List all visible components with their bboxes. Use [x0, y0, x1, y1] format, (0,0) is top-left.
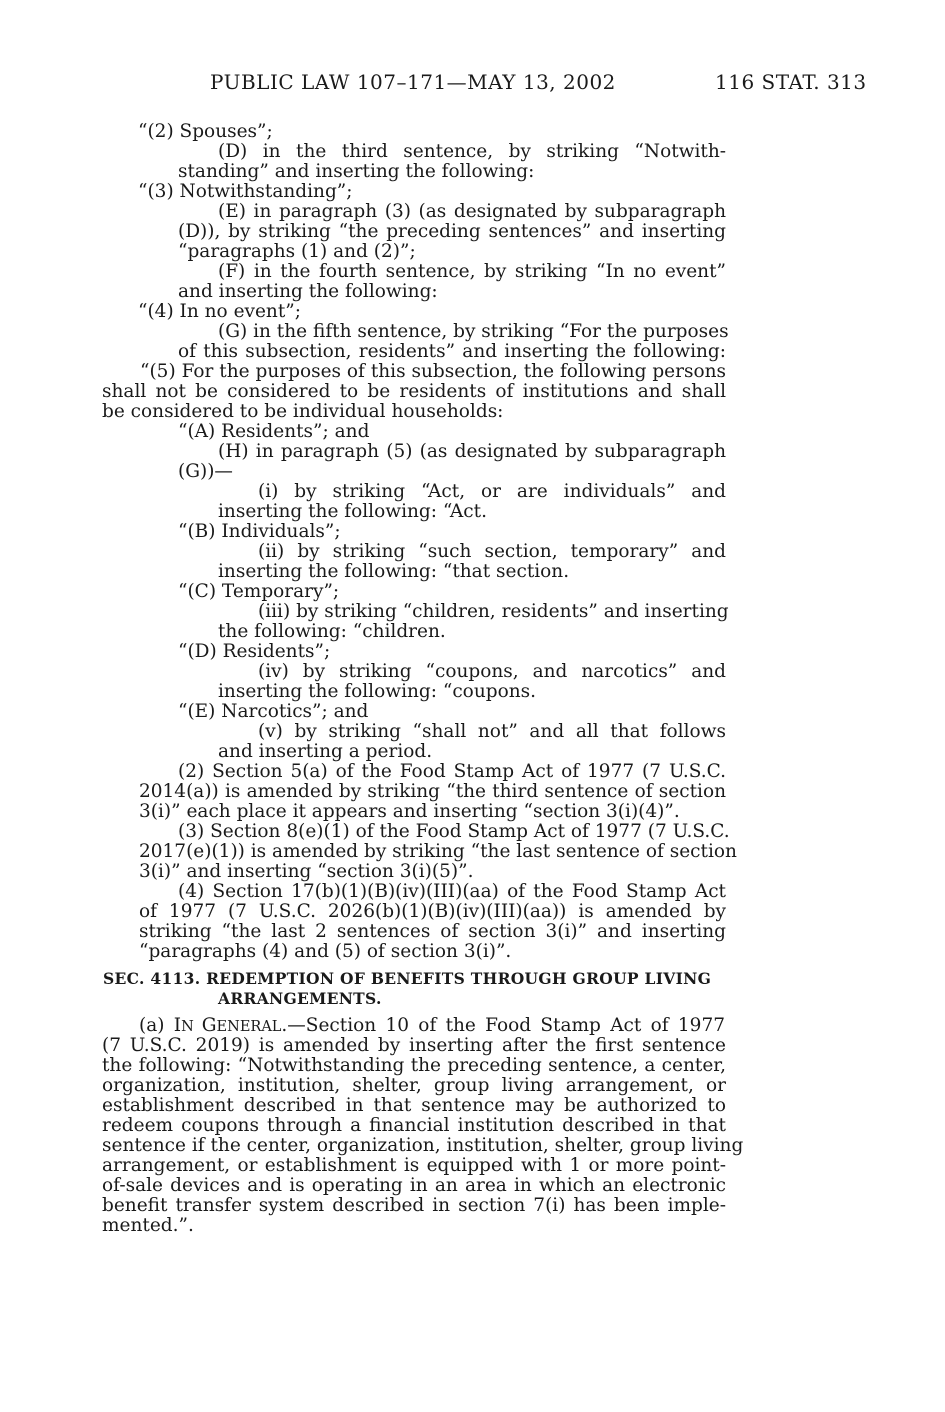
- text-line: 3(i)” and inserting “section 3(i)(5)”.: [139, 861, 474, 882]
- text-line: striking “the last 2 sentences of section 3(i)” and inserting: [139, 921, 726, 942]
- text-line: of-sale devices and is operating in an area in which an electronic: [102, 1175, 726, 1196]
- text-line: 2017(e)(1)) is amended by striking “the last sentence of section: [139, 841, 737, 862]
- text-line: “(E) Narcotics”; and: [178, 701, 369, 722]
- text-line: benefit transfer system described in section 7(i) has been imple-: [102, 1195, 726, 1216]
- text-line: mented.”.: [102, 1215, 194, 1236]
- text-line: (7 U.S.C. 2019) is amended by inserting after the first sentence: [102, 1035, 726, 1056]
- text-line: 3(i)” each place it appears and inserting “section 3(i)(4)”.: [139, 801, 680, 822]
- text-line: redeem coupons through a financial institution described in that: [102, 1115, 726, 1136]
- text-line: (H) in paragraph (5) (as designated by subparagraph: [218, 441, 726, 462]
- text-line: and inserting a period.: [218, 741, 433, 762]
- text-line: arrangement, or establishment is equipped with 1 or more point-: [102, 1155, 726, 1176]
- text-line: 2014(a)) is amended by striking “the third sentence of section: [139, 781, 726, 802]
- text-line: inserting the following: “Act.: [218, 501, 487, 522]
- text-line: (E) in paragraph (3) (as designated by subparagraph: [218, 201, 726, 222]
- subsection-heading-line: (a) IN GENERAL.—Section 10 of the Food Stamp Act of 1977: [139, 1015, 725, 1036]
- text-line: inserting the following: “that section.: [218, 561, 570, 582]
- text-line: establishment described in that sentence may be authorized to: [102, 1095, 726, 1116]
- text-line: (v) by striking “shall not” and all that follows: [258, 721, 726, 742]
- text-line: “(A) Residents”; and: [178, 421, 370, 442]
- text-line: (4) Section 17(b)(1)(B)(iv)(III)(aa) of the Food Stamp Act: [178, 881, 726, 902]
- text-line: “(B) Individuals”;: [178, 521, 341, 542]
- text-line: the following: “children.: [218, 621, 446, 642]
- text-line: (D)), by striking “the preceding sentences” and inserting: [178, 221, 726, 242]
- text-line: “(D) Residents”;: [178, 641, 331, 662]
- text-line: “(4) In no event”;: [138, 301, 301, 322]
- text-line: inserting the following: “coupons.: [218, 681, 537, 702]
- text-line: (G))—: [178, 461, 233, 482]
- text-line: (F) in the fourth sentence, by striking “In no event”: [218, 261, 726, 282]
- text-line: “(2) Spouses”;: [138, 121, 273, 142]
- text-line: and inserting the following:: [178, 281, 438, 302]
- text-line: “(5) For the purposes of this subsection, the following persons: [140, 361, 726, 382]
- text-line: “(C) Temporary”;: [178, 581, 340, 602]
- text-line: “paragraphs (1) and (2)”;: [178, 241, 416, 262]
- text-line: “paragraphs (4) and (5) of section 3(i)”.: [139, 941, 512, 962]
- text-line: (G) in the fifth sentence, by striking “For the purposes: [218, 321, 729, 342]
- text-line: standing” and inserting the following:: [178, 161, 535, 182]
- text-line: organization, institution, shelter, group living arrangement, or: [102, 1075, 726, 1096]
- text-line: (D) in the third sentence, by striking “Notwith-: [218, 141, 726, 162]
- section-heading-continued: ARRANGEMENTS.: [218, 989, 382, 1008]
- text-line: sentence if the center, organization, institution, shelter, group living: [102, 1135, 744, 1156]
- text-line: (iv) by striking “coupons, and narcotics” and: [258, 661, 726, 682]
- text-line: (2) Section 5(a) of the Food Stamp Act of 1977 (7 U.S.C.: [178, 761, 726, 782]
- text-line: (i) by striking “Act, or are individuals” and: [258, 481, 726, 502]
- page-stat-number: 116 STAT. 313: [715, 70, 867, 94]
- running-header-title: PUBLIC LAW 107–171—MAY 13, 2002: [210, 70, 616, 94]
- text-line: “(3) Notwithstanding”;: [138, 181, 353, 202]
- text-line: the following: “Notwithstanding the preceding sentence, a center,: [102, 1055, 726, 1076]
- text-line: (3) Section 8(e)(1) of the Food Stamp Act of 1977 (7 U.S.C.: [178, 821, 730, 842]
- text-line: of this subsection, residents” and inserting the following:: [178, 341, 726, 362]
- text-line: (iii) by striking “children, residents” and inserting: [258, 601, 729, 622]
- text-line: be considered to be individual households:: [102, 401, 504, 422]
- text-line: shall not be considered to be residents of institutions and shall: [102, 381, 726, 402]
- text-line: (ii) by striking “such section, temporary” and: [258, 541, 726, 562]
- section-heading: SEC. 4113. REDEMPTION OF BENEFITS THROUGH GROUP LIVING: [103, 969, 712, 988]
- text-line: of 1977 (7 U.S.C. 2026(b)(1)(B)(iv)(III)(aa)) is amended by: [139, 901, 726, 922]
